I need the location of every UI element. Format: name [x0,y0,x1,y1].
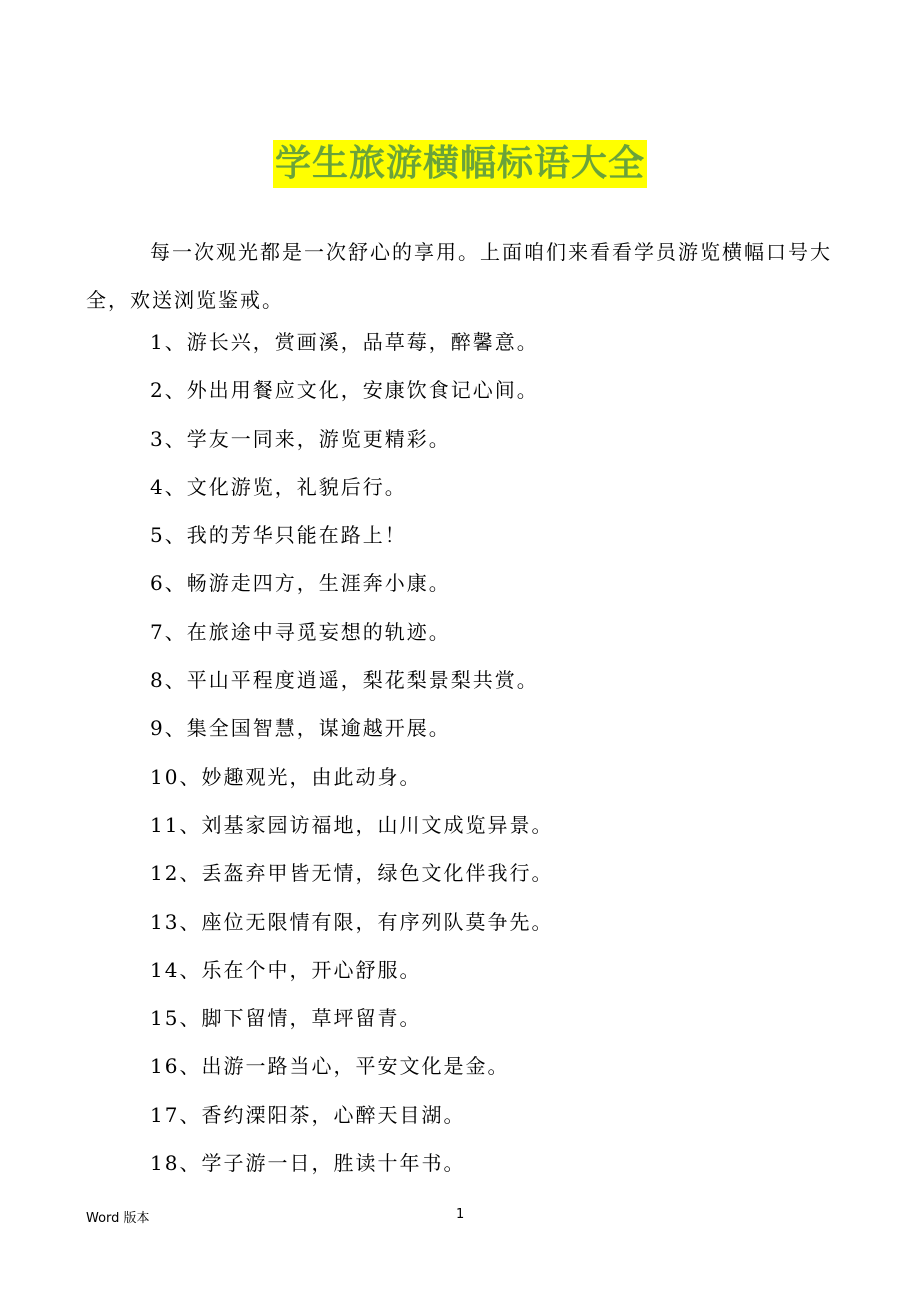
list-item: 5、我的芳华只能在路上！ [150,523,407,548]
list-item: 14、乐在个中，开心舒服。 [150,957,422,982]
document-title: 学生旅游横幅标语大全 [273,140,647,188]
list-item: 11、刘基家园访福地，山川文成览异景。 [150,812,554,837]
footer-version-label: Word 版本 [86,1211,150,1226]
list-item: 13、座位无限情有限，有序列队莫争先。 [150,909,554,934]
title-container [0,140,920,188]
list-item: 17、香约溧阳茶，心醉天目湖。 [150,1102,466,1127]
list-item: 16、出游一路当心，平安文化是金。 [150,1054,510,1079]
list-item: 7、在旅途中寻觅妄想的轨迹。 [150,619,451,644]
list-item: 9、集全国智慧，谋逾越开展。 [150,716,451,741]
list-item: 18、学子游一日，胜读十年书。 [150,1151,466,1176]
list-item: 10、妙趣观光，由此动身。 [150,764,422,789]
slogan-list [150,318,850,1187]
list-item: 4、文化游览，礼貌后行。 [150,474,407,499]
list-item: 2、外出用餐应文化，安康饮食记心间。 [150,378,539,403]
intro-paragraph: 每一次观光都是一次舒心的享用。上面咱们来看看学员游览横幅口号大全，欢送浏览鉴戒。 [86,240,832,312]
list-item: 8、平山平程度逍遥，梨花梨景梨共赏。 [150,668,539,693]
list-item: 3、学友一同来，游览更精彩。 [150,426,451,451]
list-item: 15、脚下留情，草坪留青。 [150,1006,422,1031]
list-item: 12、丢盔弃甲皆无情，绿色文化伴我行。 [150,861,554,886]
list-item: 1、游长兴，赏画溪，品草莓，醉馨意。 [150,330,539,354]
list-item: 6、畅游走四方，生涯奔小康。 [150,571,451,596]
page-number: 1 [456,1207,465,1222]
